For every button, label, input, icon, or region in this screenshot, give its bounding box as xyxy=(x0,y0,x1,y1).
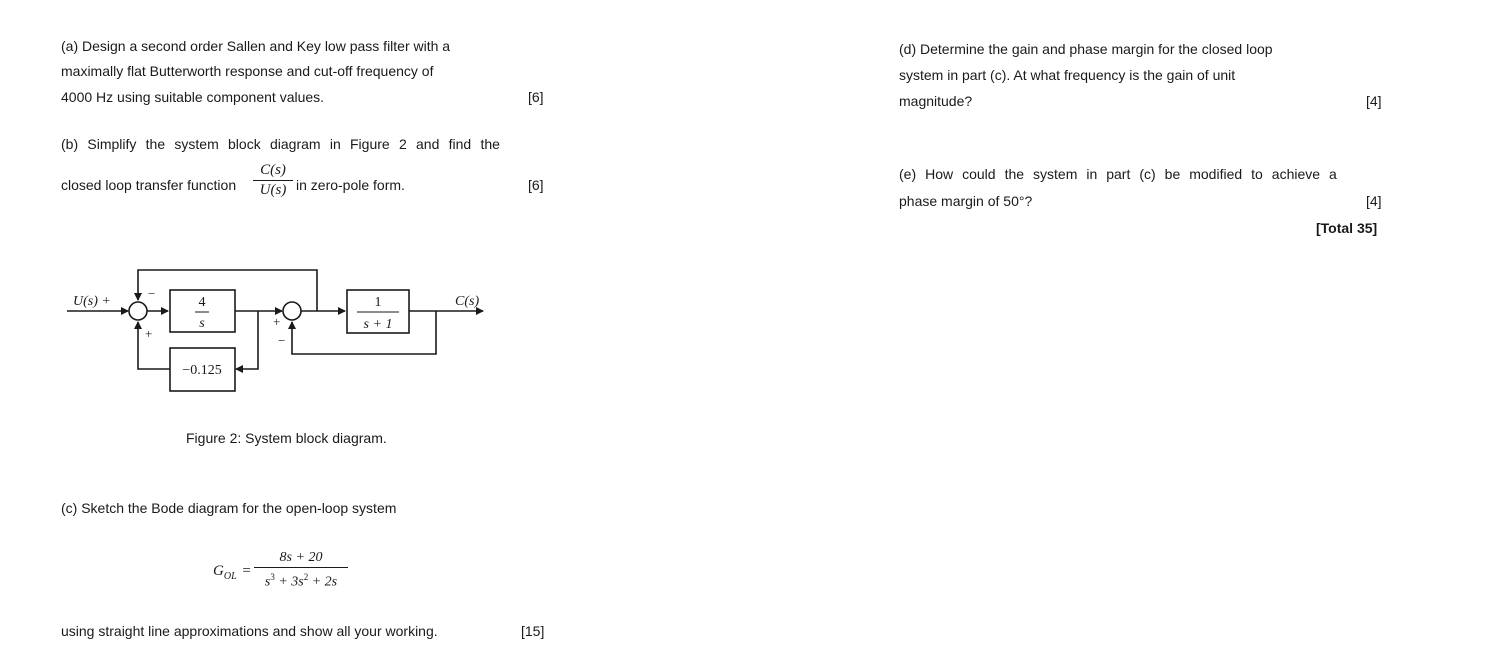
gain-block-label: −0.125 xyxy=(182,363,222,378)
part-e-word: How xyxy=(925,166,954,182)
part-e-word: a xyxy=(1329,166,1337,182)
part-b-marks: [6] xyxy=(528,177,544,193)
part-e-word: the xyxy=(1004,166,1025,182)
part-c-marks: [15] xyxy=(521,623,545,639)
part-e-marks: [4] xyxy=(1366,193,1382,209)
part-e-word: (c) xyxy=(1139,166,1156,182)
input-label: U(s) + xyxy=(73,294,111,309)
gol-symbol: G xyxy=(213,563,224,579)
part-e-line-2: phase margin of 50°? xyxy=(899,193,1033,209)
part-b-word: find xyxy=(448,136,472,152)
part-a-line-3: 4000 Hz using suitable component values. xyxy=(61,89,325,105)
part-a-marks: [6] xyxy=(528,89,544,105)
den-term: + 3s xyxy=(274,574,304,590)
part-b-word: Simplify xyxy=(87,136,137,152)
part-b-word: in xyxy=(329,136,341,152)
part-d-line-2: system in part (c). At what frequency is the gain of unit xyxy=(899,67,1236,83)
part-b-word: 2 xyxy=(398,136,407,152)
part-e-word: in xyxy=(1086,166,1098,182)
summing-junction-1 xyxy=(129,302,147,320)
sum2-left-sign: + xyxy=(273,314,281,329)
part-e-line-1 xyxy=(899,166,1337,182)
gain-feedback-input xyxy=(236,311,258,369)
tf-numerator: C(s) xyxy=(260,162,286,178)
den-term: + 2s xyxy=(308,574,338,590)
part-a-line-1: (a) Design a second order Sallen and Key low pass filter with a xyxy=(61,38,451,54)
gol-subscript: OL xyxy=(223,571,237,582)
block2-numerator: 1 xyxy=(374,295,382,310)
part-e-word: (e) xyxy=(899,166,917,182)
block1-denominator: s xyxy=(199,316,205,331)
sum2-bottom-sign: − xyxy=(278,333,286,348)
part-e-word: part xyxy=(1106,166,1131,182)
part-b-word: the xyxy=(480,136,500,152)
den-exponent: 3 xyxy=(270,572,275,582)
figure-caption: Figure 2: System block diagram. xyxy=(186,430,387,446)
block1-numerator: 4 xyxy=(198,295,206,310)
part-d-marks: [4] xyxy=(1366,93,1382,109)
part-b-word: block xyxy=(228,136,261,152)
part-c-line-3: using straight line approximations and show all your working. xyxy=(61,623,438,639)
part-a-line-2: maximally flat Butterworth response and cut-off frequency of xyxy=(61,63,434,79)
part-e-word: modified xyxy=(1189,166,1243,182)
gol-denominator xyxy=(254,568,348,591)
part-b-word: Figure xyxy=(350,136,390,152)
part-b-word: system xyxy=(174,136,219,152)
part-b-word: diagram xyxy=(269,136,321,152)
part-b-word: the xyxy=(145,136,166,152)
gol-label xyxy=(213,563,251,582)
part-e-word: to xyxy=(1251,166,1263,182)
part-b-word: and xyxy=(416,136,440,152)
tf-denominator: U(s) xyxy=(259,182,287,198)
gol-fraction xyxy=(254,549,348,591)
total-marks: [Total 35] xyxy=(1316,220,1378,236)
gol-equals: = xyxy=(242,563,251,579)
part-b-line-2-prefix: closed loop transfer function xyxy=(61,177,237,193)
part-e-word: achieve xyxy=(1271,166,1321,182)
gol-numerator: 8s + 20 xyxy=(279,550,323,565)
part-e-word: could xyxy=(962,166,996,182)
output-label: C(s) xyxy=(455,294,480,309)
den-term: s xyxy=(264,574,271,590)
summing-junction-2 xyxy=(283,302,301,320)
sum1-bottom-sign: + xyxy=(145,326,153,341)
part-b-line-2-suffix: in zero-pole form. xyxy=(296,177,405,193)
den-exponent: 2 xyxy=(303,572,309,582)
part-d-line-1: (d) Determine the gain and phase margin for the closed loop xyxy=(899,41,1273,57)
gain-feedback-output xyxy=(138,322,170,369)
part-e-word: system xyxy=(1033,166,1078,182)
sum1-top-sign: − xyxy=(148,286,156,301)
part-b-word: (b) xyxy=(61,136,79,152)
part-e-word: be xyxy=(1164,166,1181,182)
part-c-line-1: (c) Sketch the Bode diagram for the open-loop system xyxy=(61,500,397,516)
block2-denominator: s + 1 xyxy=(363,317,393,332)
part-d-line-3: magnitude? xyxy=(899,93,973,109)
